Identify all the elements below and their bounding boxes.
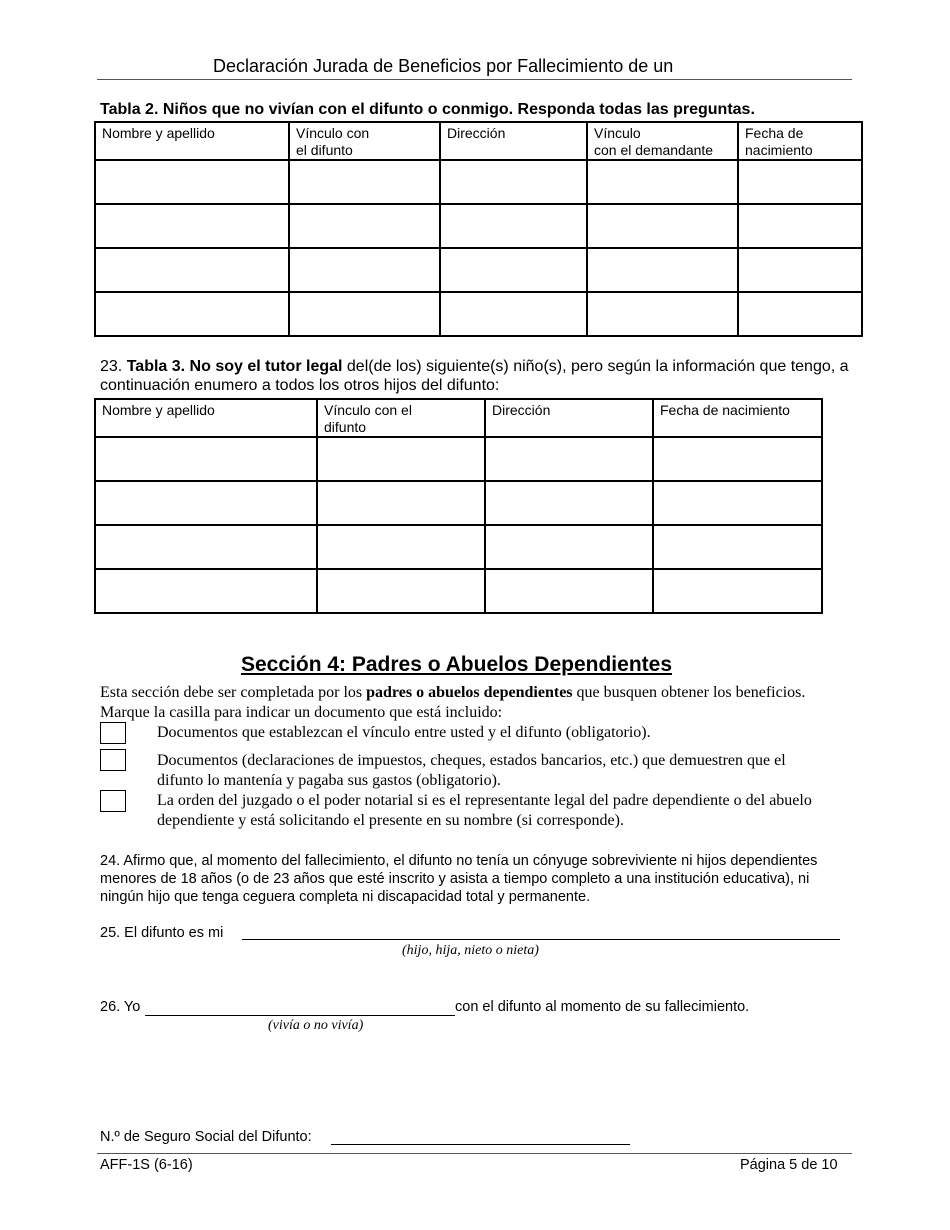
table-row — [95, 204, 862, 248]
table-row — [95, 160, 862, 204]
table-row — [95, 481, 822, 525]
footer-divider — [97, 1153, 852, 1154]
table-header-row — [95, 399, 822, 437]
column-header: Nombre y apellido — [95, 122, 289, 160]
table-row — [95, 525, 822, 569]
table-cell[interactable] — [653, 437, 822, 481]
column-header: Fecha de nacimiento — [653, 399, 822, 437]
column-header: Dirección — [440, 122, 587, 160]
table-cell[interactable] — [485, 481, 653, 525]
table-cell[interactable] — [95, 160, 289, 204]
question-26-text: con el difunto al momento de su fallecimiento. — [455, 999, 750, 1015]
table-cell[interactable] — [289, 204, 440, 248]
table-cell[interactable] — [587, 160, 738, 204]
table-cell[interactable] — [289, 160, 440, 204]
checkbox-support-docs[interactable] — [100, 749, 126, 771]
ssn-field[interactable] — [331, 1144, 630, 1145]
question-24: 24. Afirmo que, al momento del fallecimiento, el difunto no tenía un cónyuge sobreviviente ni hijos dependientes menores de 18 años (o de 23 años que esté inscrito y asista a tiempo completo a una institución educativa), ni ningún hijo que tenga ceguera completa ni discapacidad total y permanente. — [100, 853, 818, 905]
section-4-intro — [100, 683, 830, 723]
table-cell[interactable] — [95, 437, 317, 481]
table-cell[interactable] — [653, 525, 822, 569]
question-number: 23. — [100, 358, 123, 375]
column-header: Vínculo con el difunto — [317, 399, 485, 437]
table-cell[interactable] — [289, 248, 440, 292]
table-cell[interactable] — [587, 292, 738, 336]
table3-other-children — [94, 398, 823, 614]
checkbox-label: Documentos que establezcan el vínculo entre usted y el difunto (obligatorio). — [157, 724, 651, 741]
table-cell[interactable] — [738, 204, 862, 248]
table-cell[interactable] — [653, 481, 822, 525]
table-header-row — [95, 122, 862, 160]
table-cell[interactable] — [95, 525, 317, 569]
intro-text-end: que busquen obtener los beneficios. Marque la casilla para indicar un documento que está incluido: — [100, 684, 806, 721]
table-cell[interactable] — [95, 481, 317, 525]
footer-form-id: AFF-1S (6-16) — [100, 1157, 193, 1173]
question-23-text: del(de los) siguiente(s) niño(s), pero según la información que tengo, a continuación enumero a todos los otros hijos del difunto: — [100, 358, 849, 394]
column-header: Vínculo con el difunto — [289, 122, 440, 160]
table-row — [95, 569, 822, 613]
table-cell[interactable] — [440, 292, 587, 336]
column-header: Vínculo con el demandante — [587, 122, 738, 160]
footer-page-number: Página 5 de 10 — [740, 1157, 838, 1173]
question-26-field[interactable] — [145, 1015, 455, 1016]
question-23 — [100, 357, 860, 395]
table-cell[interactable] — [440, 248, 587, 292]
table-row — [95, 292, 862, 336]
table-cell[interactable] — [738, 248, 862, 292]
table-cell[interactable] — [95, 292, 289, 336]
table-cell[interactable] — [440, 204, 587, 248]
table-cell[interactable] — [95, 569, 317, 613]
section-4-title: Sección 4: Padres o Abuelos Dependientes — [240, 653, 672, 676]
column-header: Nombre y apellido — [95, 399, 317, 437]
question-25-label: 25. El difunto es mi — [100, 925, 224, 941]
table-cell[interactable] — [317, 481, 485, 525]
question-26-hint: (vivía o no vivía) — [268, 1018, 364, 1033]
checkbox-relationship-docs[interactable] — [100, 722, 126, 744]
checkbox-label: Documentos (declaraciones de impuestos, cheques, estados bancarios, etc.) que demuestren que el difunto lo mantenía y pagaba sus gastos (obligatorio). — [157, 752, 786, 789]
table2-children-not-living — [94, 121, 863, 337]
table2-caption: Tabla 2. Niños que no vivían con el difunto o conmigo. Responda todas las preguntas. — [100, 101, 755, 118]
table-cell[interactable] — [95, 204, 289, 248]
table-cell[interactable] — [587, 248, 738, 292]
question-25-field[interactable] — [242, 939, 840, 940]
table-cell[interactable] — [317, 437, 485, 481]
table-cell[interactable] — [317, 569, 485, 613]
question-25-hint: (hijo, hija, nieto o nieta) — [402, 943, 539, 958]
page-header-title: Declaración Jurada de Beneficios por Fallecimiento de un — [213, 56, 674, 76]
table-cell[interactable] — [485, 437, 653, 481]
table-cell[interactable] — [289, 292, 440, 336]
table-cell[interactable] — [738, 160, 862, 204]
table-cell[interactable] — [587, 204, 738, 248]
table-row — [95, 248, 862, 292]
question-26-label: 26. Yo — [100, 999, 141, 1015]
checkbox-legal-rep-docs[interactable] — [100, 790, 126, 812]
table-cell[interactable] — [95, 248, 289, 292]
checkbox-label: La orden del juzgado o el poder notarial si es el representante legal del padre dependiente o del abuelo dependiente y está solicitando el presente en su nombre (si corresponde). — [157, 792, 812, 829]
table-cell[interactable] — [317, 525, 485, 569]
ssn-label: N.º de Seguro Social del Difunto: — [100, 1129, 312, 1145]
table-cell[interactable] — [485, 569, 653, 613]
table-cell[interactable] — [440, 160, 587, 204]
header-divider — [97, 79, 852, 80]
table-cell[interactable] — [485, 525, 653, 569]
table-cell[interactable] — [653, 569, 822, 613]
question-23-bold: Tabla 3. No soy el tutor legal — [126, 358, 343, 375]
column-header: Dirección — [485, 399, 653, 437]
table-cell[interactable] — [738, 292, 862, 336]
column-header: Fecha de nacimiento — [738, 122, 862, 160]
table-row — [95, 437, 822, 481]
intro-text: Esta sección debe ser completada por los — [100, 684, 367, 701]
intro-bold: padres o abuelos dependientes — [366, 684, 573, 701]
